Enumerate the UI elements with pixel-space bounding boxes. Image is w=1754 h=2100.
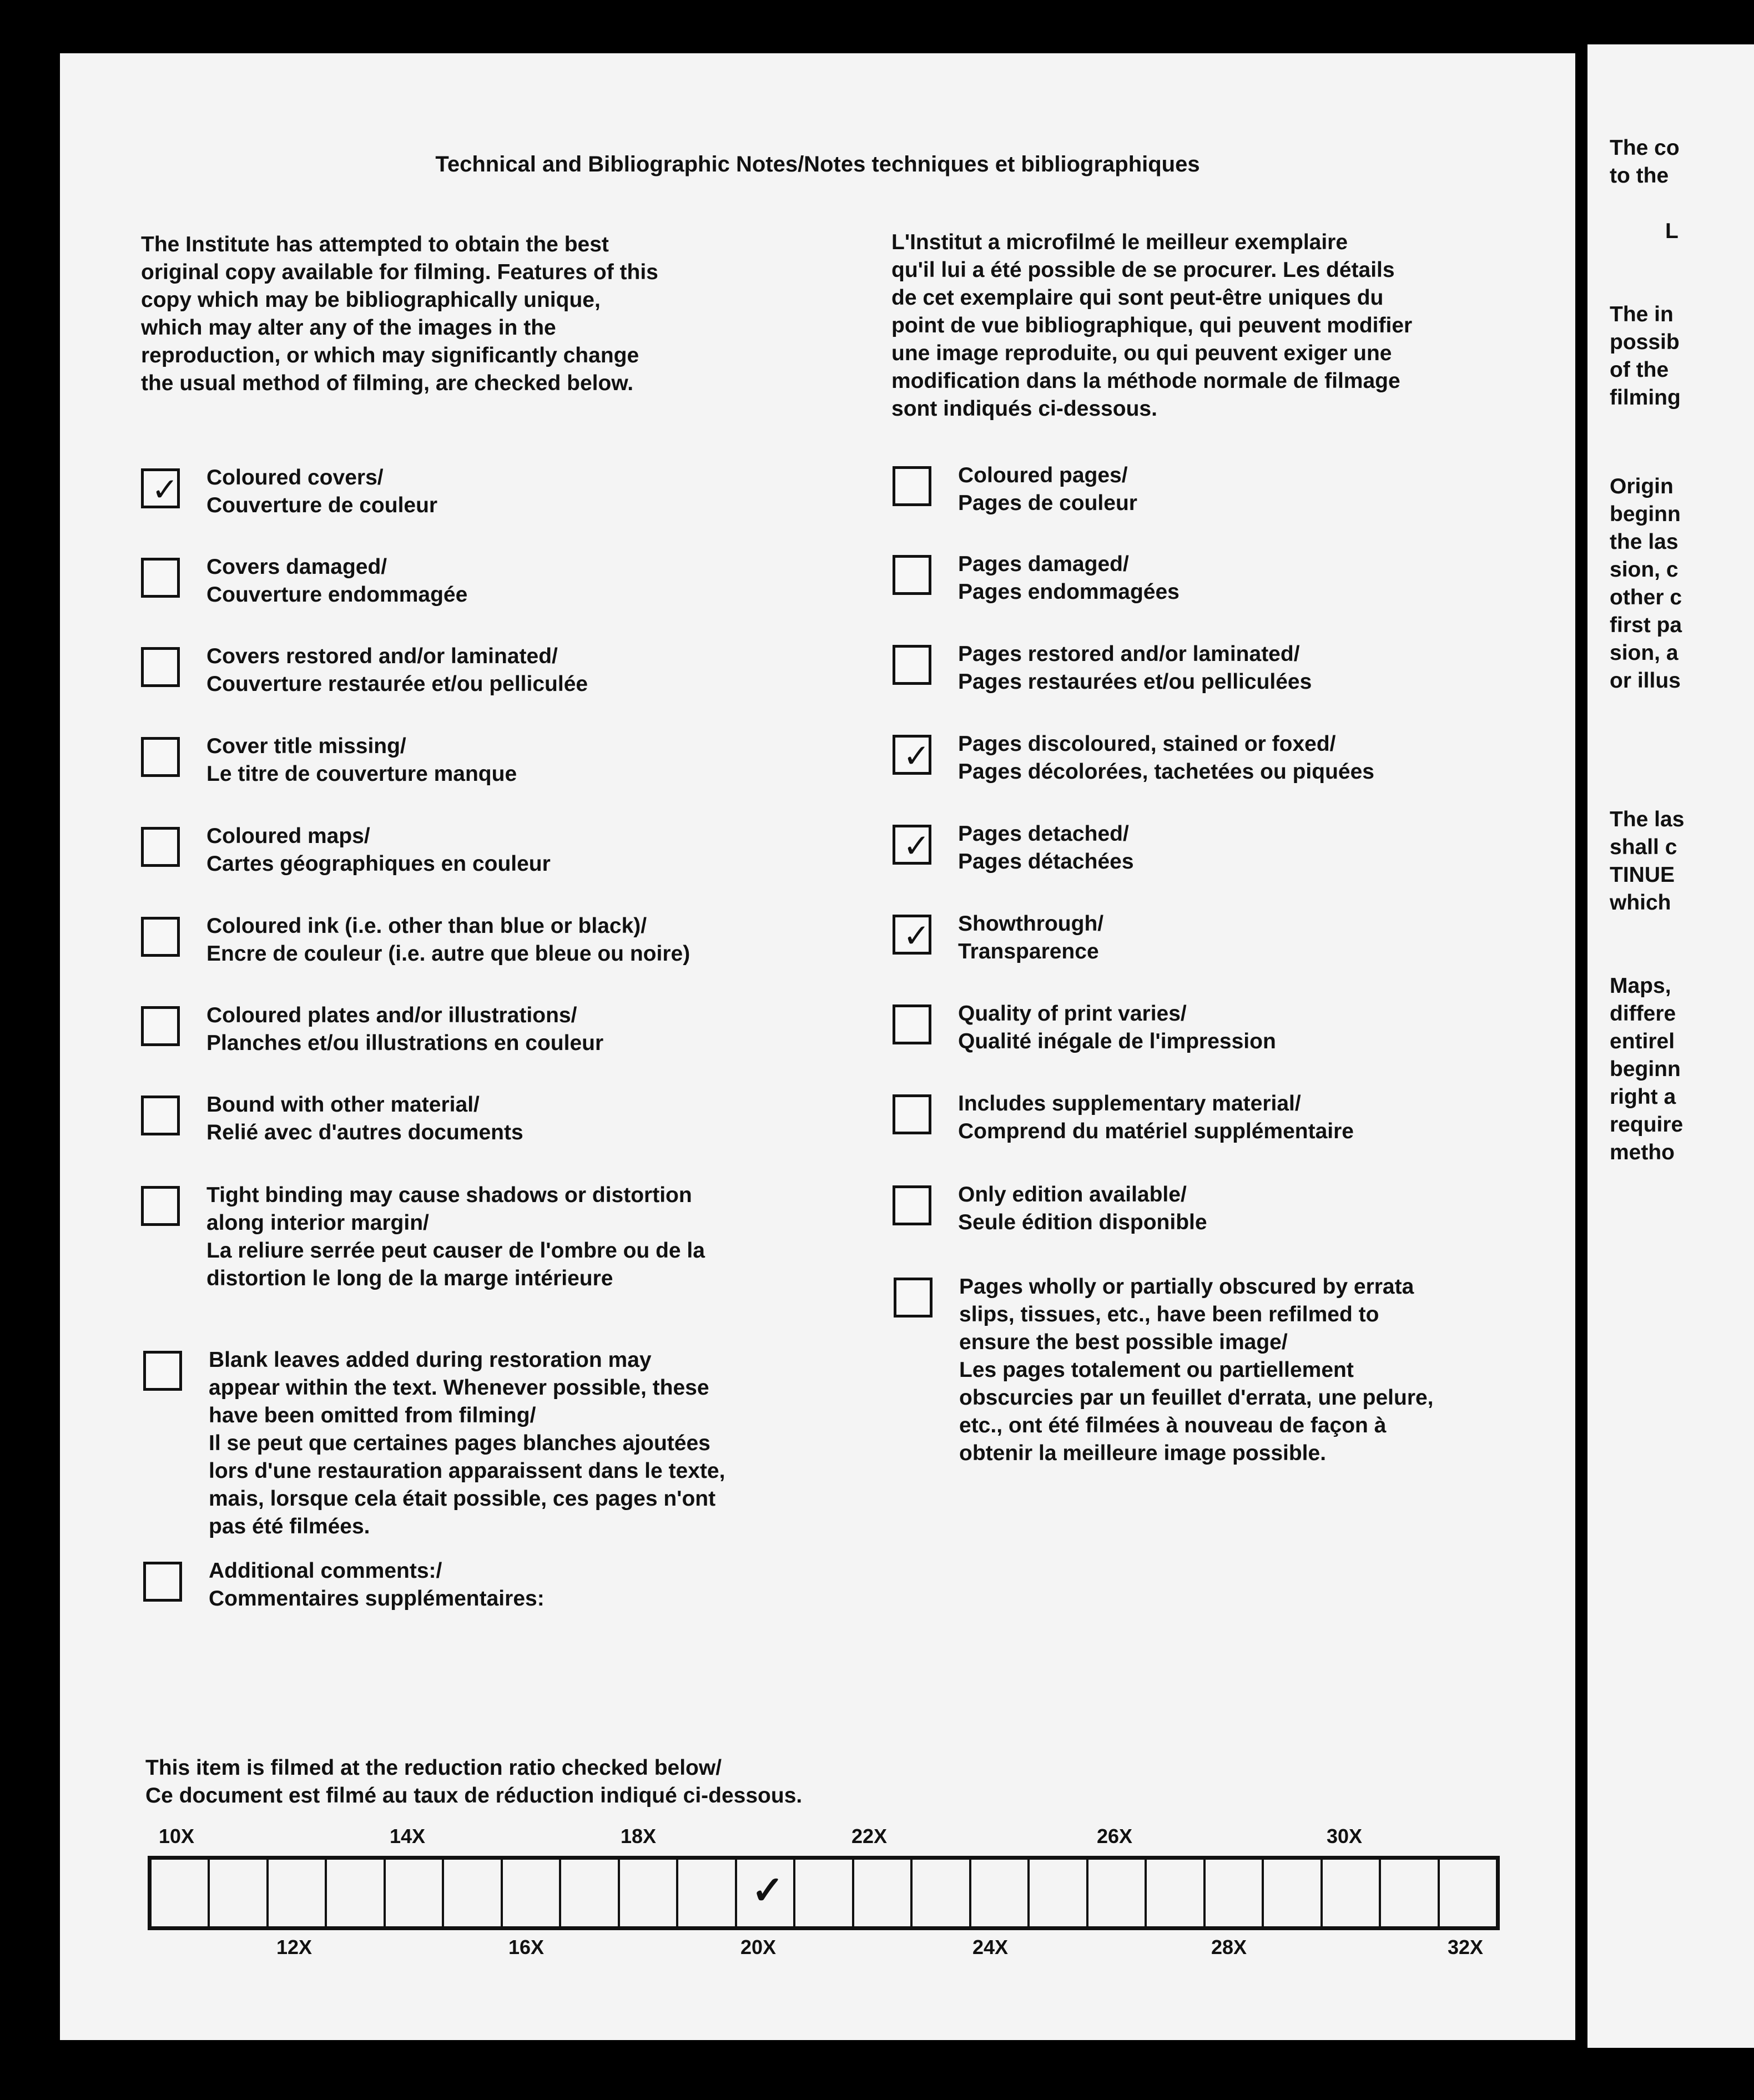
ratio-label-bottom: 28X [1211, 1936, 1247, 1958]
ratio-label-bottom: 16X [508, 1936, 545, 1958]
ratio-label-top: 18X [621, 1825, 657, 1847]
checklist-label: Tight binding may cause shadows or distortion along interior margin/ La reliure serrée peut causer de l'ombre ou de la distortion le long de la marge intérieure [206, 1183, 705, 1290]
reduction-ratio-text: This item is filmed at the reduction ratio checked below/ Ce document est filmé au taux de réduction indiqué ci-dessous. [145, 1756, 803, 1808]
next-page-text-line: beginn [1610, 502, 1681, 526]
checkbox[interactable] [893, 1185, 931, 1225]
check-mark-icon: ✓ [152, 472, 179, 508]
ratio-cell[interactable] [386, 1860, 444, 1926]
ratio-cell[interactable] [1206, 1860, 1264, 1926]
next-page-text-line: metho [1610, 1140, 1675, 1164]
ratio-label-top: 22X [851, 1825, 888, 1847]
notes-page [60, 53, 1575, 2040]
ratio-cell[interactable] [795, 1860, 854, 1926]
next-page-text-line: other c [1610, 585, 1682, 609]
checkbox[interactable] [143, 1562, 182, 1602]
checklist-label: Cover title missing/ Le titre de couverture manque [206, 734, 517, 786]
next-page-text-line: The las [1610, 807, 1685, 831]
checkbox[interactable] [894, 1278, 933, 1317]
ratio-cell[interactable] [971, 1860, 1030, 1926]
next-page-text-line: Origin [1610, 474, 1674, 498]
ratio-label-top: 14X [390, 1825, 426, 1847]
ratio-cell[interactable] [444, 1860, 502, 1926]
ratio-label-bottom: 32X [1448, 1936, 1484, 1958]
checkbox[interactable] [141, 647, 180, 687]
ratio-cell[interactable] [678, 1860, 737, 1926]
ratio-cell[interactable] [1147, 1860, 1205, 1926]
checklist-label: Coloured maps/ Cartes géographiques en couleur [206, 824, 551, 876]
checkbox[interactable] [893, 466, 931, 506]
next-page-text-line: filming [1610, 386, 1681, 410]
check-mark-icon: ✓ [751, 1869, 784, 1912]
checklist-label: Blank leaves added during restoration may appear within the text. Whenever possible, these have been omitted from filming/ Il se peut que certaines pages blanches ajoutées lors d'une restauration apparaissent dans le texte, mais, lorsque cela était possible, ces pages n'ont pas été filmées. [209, 1348, 725, 1538]
checkbox[interactable] [893, 645, 931, 685]
next-page-text-line: beginn [1610, 1057, 1681, 1081]
check-mark-icon: ✓ [903, 828, 930, 864]
page-title: Technical and Bibliographic Notes/Notes techniques et bibliographiques [435, 152, 1200, 176]
checkbox[interactable] [893, 1094, 931, 1134]
next-page-text-line: L [1665, 219, 1679, 243]
ratio-label-top: 30X [1327, 1825, 1363, 1847]
next-page-text-line: right a [1610, 1085, 1676, 1109]
checkbox[interactable] [893, 915, 931, 955]
ratio-label-bottom: 20X [740, 1936, 777, 1958]
intro-french: L'Institut a microfilmé le meilleur exemplaire qu'il lui a été possible de se procurer. Les détails de cet exemplaire qui sont peut-être uniques du point de vue bibliographique, qui peuvent modifier une image reproduite, ou qui peuvent exiger une modification dans la méthode normale de filmage sont indiqués ci-dessous. [891, 230, 1413, 421]
next-page-text-line: entirel [1610, 1029, 1675, 1053]
checklist-label: Covers damaged/ Couverture endommagée [206, 555, 468, 607]
checkbox[interactable] [893, 735, 931, 775]
ratio-cell[interactable] [1440, 1860, 1496, 1926]
checkbox[interactable] [141, 1006, 180, 1046]
ratio-label-bottom: 24X [972, 1936, 1009, 1958]
checkbox[interactable] [141, 1186, 180, 1226]
next-page-text-line: require [1610, 1113, 1684, 1137]
checklist-label: Pages wholly or partially obscured by errata slips, tissues, etc., have been refilmed to ensure the best possible image/ Les pages totalement ou partiellement obscurcies par un feuillet d'errata, une pelure, etc., ont été filmées à nouveau de façon à obtenir la meilleure image possible. [959, 1275, 1434, 1465]
ratio-cell[interactable] [913, 1860, 971, 1926]
checklist-label: Coloured plates and/or illustrations/ Planches et/ou illustrations en couleur [206, 1003, 604, 1055]
next-page-text-line: shall c [1610, 835, 1677, 859]
ratio-cell[interactable] [327, 1860, 385, 1926]
checkbox[interactable] [141, 468, 180, 508]
next-page-fragment [1587, 44, 1754, 2048]
ratio-cell[interactable] [737, 1860, 795, 1926]
ratio-cell[interactable] [1323, 1860, 1381, 1926]
next-page-text-line: of the [1610, 358, 1669, 382]
checklist-label: Pages discoloured, stained or foxed/ Pages décolorées, tachetées ou piquées [958, 732, 1374, 784]
checklist-label: Coloured pages/ Pages de couleur [958, 463, 1137, 515]
checklist-label: Includes supplementary material/ Comprend du matériel supplémentaire [958, 1092, 1354, 1143]
next-page-text-line: differe [1610, 1002, 1676, 1026]
next-page-text-line: Maps, [1610, 974, 1671, 998]
ratio-cell[interactable] [561, 1860, 619, 1926]
next-page-text-line: The co [1610, 136, 1680, 160]
ratio-label-bottom: 12X [276, 1936, 313, 1958]
next-page-text-line: The in [1610, 302, 1674, 326]
next-page-text-line: to the [1610, 164, 1669, 188]
ratio-label-top: 26X [1097, 1825, 1133, 1847]
next-page-text-line: or illus [1610, 669, 1681, 693]
ratio-cell[interactable] [503, 1860, 561, 1926]
checkbox[interactable] [141, 1096, 180, 1135]
next-page-text-line: sion, a [1610, 641, 1679, 665]
next-page-text-line: the las [1610, 530, 1679, 554]
checklist-label: Pages damaged/ Pages endommagées [958, 552, 1180, 604]
checklist-label: Quality of print varies/ Qualité inégale de l'impression [958, 1002, 1276, 1053]
checkbox[interactable] [893, 1004, 931, 1044]
checklist-label: Pages restored and/or laminated/ Pages restaurées et/ou pelliculées [958, 642, 1312, 694]
ratio-label-top: 10X [159, 1825, 195, 1847]
checklist-label: Bound with other material/ Relié avec d'autres documents [206, 1093, 523, 1144]
check-mark-icon: ✓ [903, 738, 930, 774]
ratio-cell[interactable] [1381, 1860, 1439, 1926]
ratio-cell[interactable] [854, 1860, 913, 1926]
checkbox[interactable] [141, 737, 180, 777]
checkbox[interactable] [141, 917, 180, 957]
next-page-text-line: first pa [1610, 613, 1682, 637]
checklist-label: Only edition available/ Seule édition disponible [958, 1183, 1207, 1234]
ratio-cell[interactable] [210, 1860, 268, 1926]
ratio-cell[interactable] [1264, 1860, 1322, 1926]
check-mark-icon: ✓ [903, 918, 930, 954]
checkbox[interactable] [893, 555, 931, 595]
next-page-text-line: possib [1610, 330, 1680, 354]
reduction-ratio-grid [148, 1856, 1500, 1930]
ratio-cell[interactable] [1088, 1860, 1147, 1926]
checklist-label: Pages detached/ Pages détachées [958, 822, 1134, 874]
checkbox[interactable] [893, 825, 931, 865]
next-page-text-line: sion, c [1610, 558, 1679, 582]
checklist-label: Showthrough/ Transparence [958, 912, 1104, 963]
checkbox[interactable] [141, 827, 180, 867]
next-page-text-line: TINUE [1610, 863, 1675, 887]
ratio-cell[interactable] [620, 1860, 678, 1926]
checklist-label: Covers restored and/or laminated/ Couverture restaurée et/ou pelliculée [206, 644, 588, 696]
ratio-cell[interactable] [152, 1860, 210, 1926]
checklist-label: Additional comments:/ Commentaires supplémentaires: [209, 1559, 545, 1611]
ratio-cell[interactable] [1030, 1860, 1088, 1926]
checklist-label: Coloured covers/ Couverture de couleur [206, 466, 438, 517]
checklist-label: Coloured ink (i.e. other than blue or black)/ Encre de couleur (i.e. autre que bleue ou noire) [206, 914, 690, 966]
checkbox[interactable] [141, 558, 180, 598]
checkbox[interactable] [143, 1351, 182, 1391]
intro-english: The Institute has attempted to obtain the best original copy available for filming. Features of this copy which may be bibliographically unique, which may alter any of the images in the reproduction, or which may significantly change the usual method of filming, are checked below. [141, 233, 658, 395]
ratio-cell[interactable] [269, 1860, 327, 1926]
next-page-text-line: which [1610, 891, 1671, 915]
